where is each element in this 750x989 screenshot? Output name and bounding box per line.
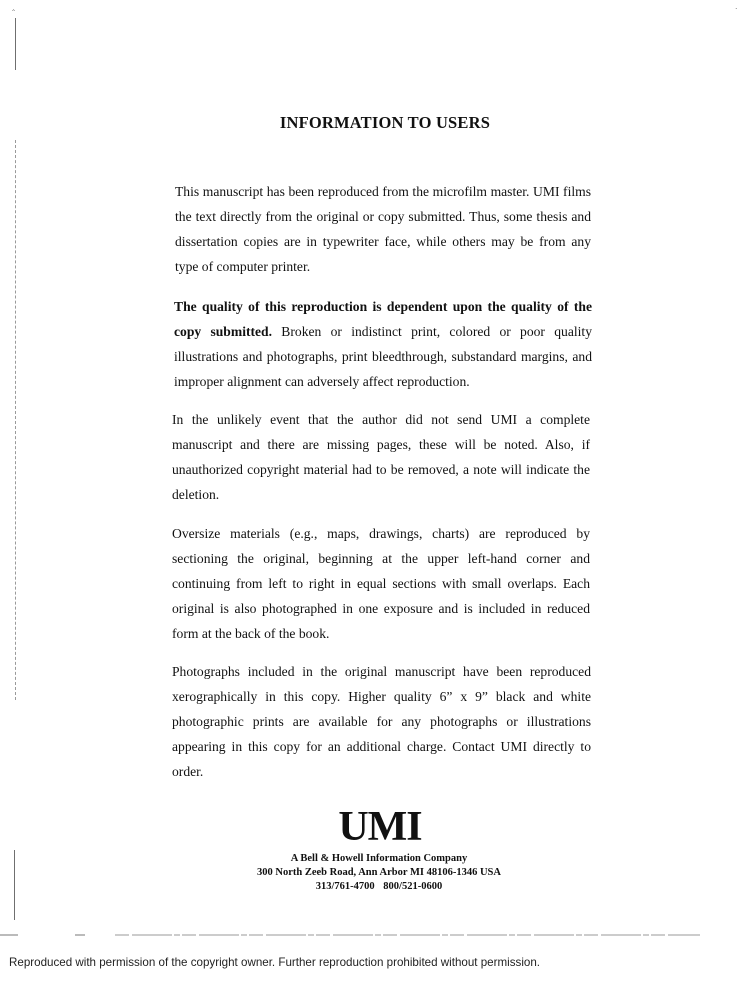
paragraph-missing-pages (172, 407, 590, 507)
paragraph-text: Broken or indistinct print, colored or poor quality illustrations and photographs, print bleedthrough, substandard margins, and improper alignment can adversely affect reproduction. (174, 324, 592, 389)
umi-logo: UMI (338, 804, 422, 850)
paragraph-microfilm-master (175, 179, 591, 279)
paragraph-text: This manuscript has been reproduced from the microfilm master. UMI films the text directly from the original or copy submitted. Thus, some thesis and dissertation copies are in typewriter face, while others may be from any type of computer printer. (175, 184, 591, 274)
scan-corner-mark: ‸ (12, 2, 16, 12)
paragraph-reproduction-quality (174, 294, 592, 394)
publisher-phones: 313/761-4700 800/521-0600 (315, 881, 443, 892)
publisher-company: A Bell & Howell Information Company (290, 853, 468, 864)
page-bottom-rule (0, 934, 750, 936)
scan-corner-mark-right: ˙ (734, 8, 739, 18)
scan-edge-dashes-left (15, 140, 16, 700)
paragraph-text: In the unlikely event that the author did not send UMI a complete manuscript and there are missing pages, these will be noted. Also, if unauthorized copyright material had to be removed, a note will indicate the deletion. (172, 412, 590, 502)
paragraph-oversize-materials (172, 521, 590, 646)
paragraph-photographs (172, 659, 591, 784)
publisher-address: 300 North Zeeb Road, Ann Arbor MI 48106-1346 USA (257, 867, 501, 878)
paragraph-text: Oversize materials (e.g., maps, drawings, charts) are reproduced by sectioning the original, beginning at the upper left-hand corner and continuing from left to right in equal sections with small overlaps. Each original is also photographed in one exposure and is included in reduced form at the back of the book. (172, 526, 590, 641)
copyright-notice: Reproduced with permission of the copyright owner. Further reproduction prohibited without permission. (9, 956, 541, 969)
paragraph-text: Photographs included in the original manuscript have been reproduced xerographically in this copy. Higher quality 6” x 9” black and white photographic prints are available for any photographs or illustrations appearing in this copy for an additional charge. Contact UMI directly to order. (172, 664, 591, 779)
scan-edge-line-top (15, 18, 16, 70)
page-title: INFORMATION TO USERS (279, 113, 491, 132)
paragraph-lead: The quality of this reproduction is dependent upon the quality of the copy submitted. (174, 299, 592, 339)
